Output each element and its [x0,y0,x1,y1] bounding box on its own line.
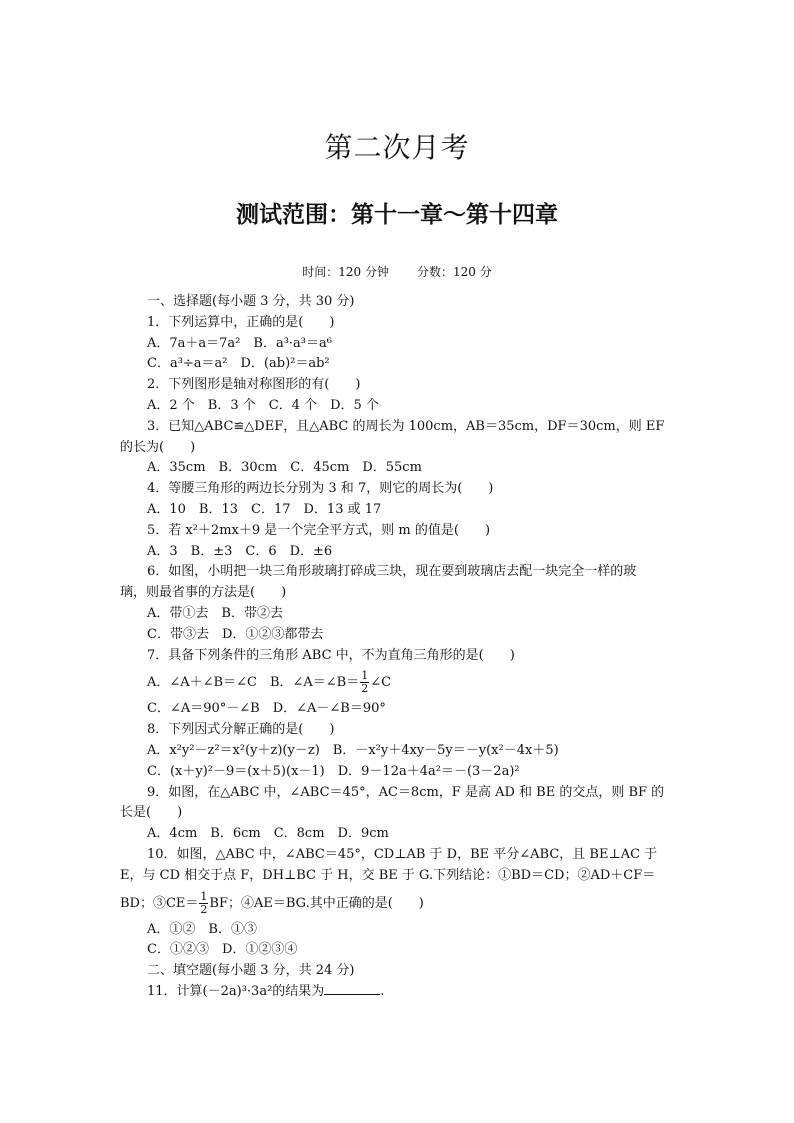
question-10-cont [120,887,674,920]
question-3-cont: 的长为( ) [120,439,196,455]
exam-meta [0,263,794,280]
question-7-options: C．∠A＝90°－∠B D．∠A－∠B＝90° [147,701,386,717]
section-heading: 一、选择题(每小题 3 分，共 30 分) [147,294,355,309]
section-heading: 二、填空题(每小题 3 分，共 24 分) [147,963,355,979]
question-3-options: A．35cm B．30cm C．45cm D．55cm [147,460,422,476]
question-10-options: A．①② B．①③ [147,921,257,937]
question-9: 9．如图，在△ABC 中，∠ABC＝45°，AC＝8cm，F 是高 AD 和 BE 的交点，则 BF 的 [147,784,665,800]
question-8-options: C．(x＋y)²－9＝(x＋5)(x－1) D．9－12a＋4a²＝－(3－2a)² [147,763,520,779]
page-subtitle: 测试范围：第十一章～第十四章 [236,201,558,228]
question-8: 8．下列因式分解正确的是( ) [147,722,335,738]
question-10: 10．如图，△ABC 中，∠ABC＝45°，CD⊥AB 于 D，BE 平分∠ABC，且 BE⊥AC 于 [147,846,658,862]
question-9-options: A．4cm B．6cm C．8cm D．9cm [147,826,389,842]
question-10-options: C．①②③ D．①②③④ [147,942,298,958]
question-text: . [380,983,385,999]
question-5: 5．若 x²＋2mx＋9 是一个完全平方式，则 m 的值是( ) [147,522,491,538]
exam-score: 分数：120 分 [417,265,492,279]
question-text: 11．计算(－2a)³·3a²的结果为 [147,983,325,999]
fraction-denominator: 2 [200,902,208,916]
question-7: 7．具备下列条件的三角形 ABC 中，不为直角三角形的是( ) [147,647,515,663]
question-4-options: A．10 B．13 C．17 D．13 或 17 [147,501,382,517]
fraction-one-half [199,891,208,916]
question-6-options: C．带③去 D．①②③都带去 [147,626,324,642]
question-1-options: A．7a＋a＝7a² B．a³·a³＝a⁶ [147,335,332,351]
question-text: BF；④AE＝BG.其中正确的是( ) [209,895,424,911]
question-7-options [120,666,674,699]
question-3: 3．已知△ABC≌△DEF，且△ABC 的周长为 100cm，AB＝35cm，DF＝30cm，则 EF [147,418,665,434]
fraction-denominator: 2 [361,682,369,696]
question-4: 4．等腰三角形的两边长分别为 3 和 7，则它的周长为( ) [147,481,494,497]
fraction-numerator: 1 [200,889,208,903]
question-list [120,292,674,1003]
question-6-options: A．带①去 B．带②去 [147,605,283,621]
question-11 [120,982,674,1003]
question-2: 2．下列图形是轴对称图形的有( ) [147,377,361,393]
fraction-one-half [360,670,369,695]
answer-blank[interactable] [324,982,380,995]
question-1: 1．下列运算中，正确的是( ) [147,314,335,330]
question-1-options: C．a³÷a＝a² D．(ab)²＝ab² [147,356,330,372]
question-text: BD；③CE＝ [120,895,199,911]
exam-time: 时间：120 分钟 [302,265,389,279]
option-text: A．∠A＋∠B＝∠C B．∠A＝∠B＝ [147,675,360,691]
question-6-cont: 璃，则最省事的方法是( ) [120,585,287,601]
page-title: 第二次月考 [324,131,470,164]
question-6: 6．如图，小明把一块三角形玻璃打碎成三块，现在要到玻璃店去配一块完全一样的玻 [147,564,637,580]
fraction-numerator: 1 [361,669,369,683]
question-8-options: A．x²y²－z²＝x²(y＋z)(y－z) B．－x²y＋4xy－5y＝－y(x²－4x＋5) [147,742,559,758]
question-10-cont: E，与 CD 相交于点 F，DH⊥BC 于 H，交 BE 于 G.下列结论：①BD＝CD；②AD＋CF＝ [120,867,656,883]
question-5-options: A．3 B．±3 C．6 D．±6 [147,543,333,559]
question-2-options: A．2 个 B．3 个 C．4 个 D．5 个 [147,397,379,413]
question-9-cont: 长是( ) [120,805,183,821]
option-text: ∠C [370,675,392,691]
